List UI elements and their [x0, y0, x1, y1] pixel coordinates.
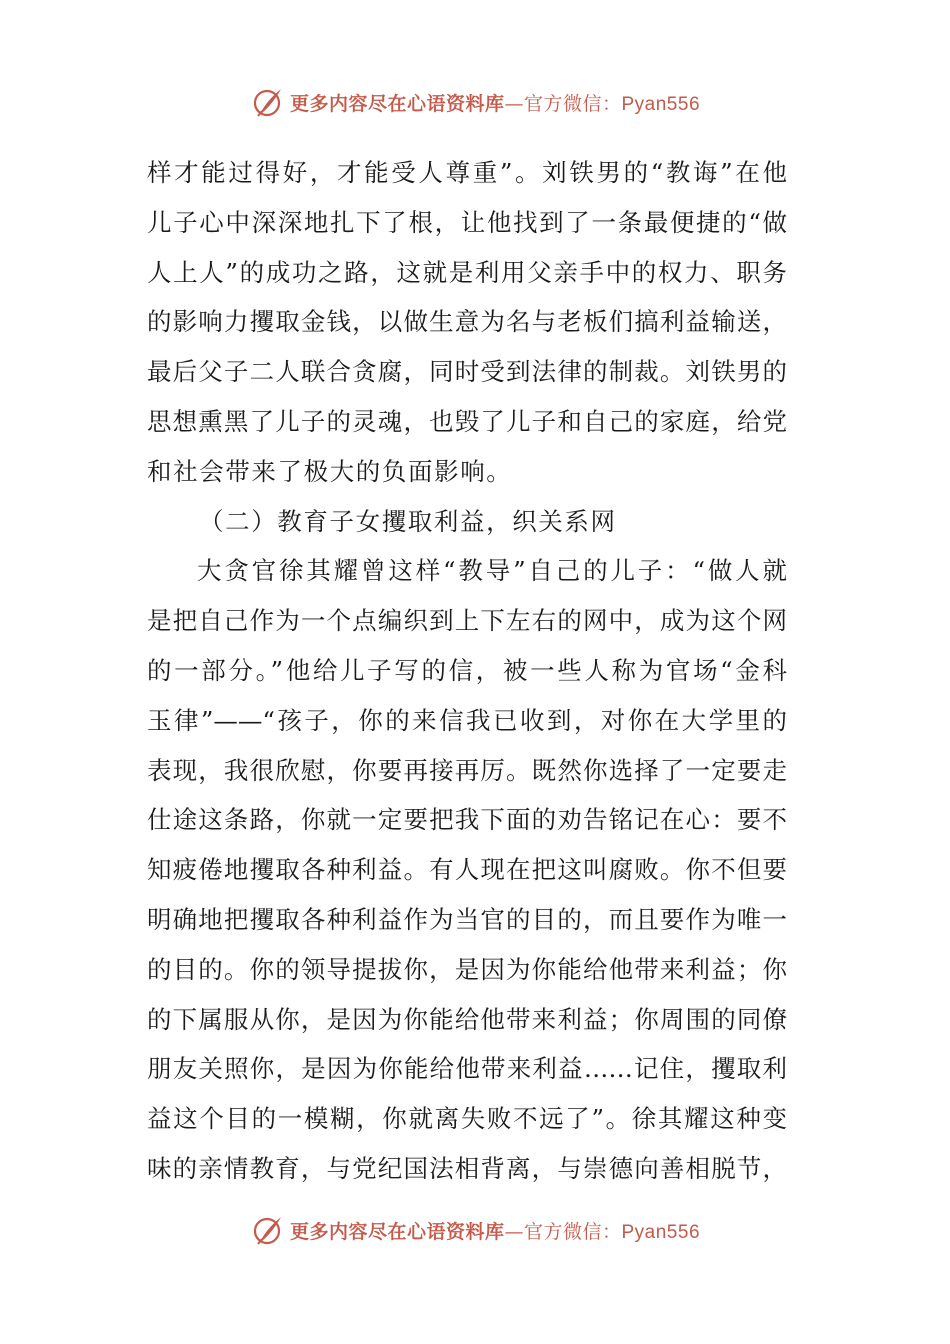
text-line: 样才能过得好，才能受人尊重”。刘铁男的“教诲”在他 — [147, 158, 787, 187]
banner-site-text: 更多内容尽在心语资料库 — [289, 1220, 505, 1243]
quill-logo-icon — [250, 84, 286, 120]
text-line: 大贪官徐其耀曾这样“教导”自己的儿子：“做人就 — [197, 556, 787, 586]
text-line: 和社会带来了极大的负面影响。 — [147, 456, 513, 486]
footer-banner — [0, 1210, 950, 1250]
section-heading: （二）教育子女攫取利益，织关系网 — [199, 506, 617, 536]
banner-text — [290, 89, 700, 116]
banner-wechat-id: Pyan556 — [621, 1221, 701, 1243]
text-line: 玉律”——“孩子，你的来信我已收到，对你在大学里的 — [147, 705, 787, 735]
body-text — [147, 148, 787, 1194]
text-line: 知疲倦地攫取各种利益。有人现在把这叫腐败。你不但要 — [147, 855, 787, 885]
header-banner — [0, 82, 950, 122]
text-line: 益这个目的一模糊，你就离失败不远了”。徐其耀这种变 — [147, 1104, 787, 1134]
text-line: 最后父子二人联合贪腐，同时受到法律的制裁。刘铁男的 — [147, 357, 787, 387]
text-line: 朋友关照你，是因为你能给他带来利益……记住，攫取利 — [147, 1054, 787, 1084]
text-line: 是把自己作为一个点编织到上下左右的网中，成为这个网 — [147, 606, 787, 636]
banner-dash: — — [504, 92, 524, 115]
quill-logo-icon — [250, 1212, 286, 1248]
text-line: 的一部分。”他给儿子写的信，被一些人称为官场“金科 — [147, 655, 787, 685]
text-line: 思想熏黑了儿子的灵魂，也毁了儿子和自己的家庭，给党 — [147, 406, 787, 436]
text-line: 的下属服从你，是因为你能给他带来利益；你周围的同僚 — [147, 1004, 787, 1034]
banner-wechat-id: Pyan556 — [621, 93, 701, 115]
text-line: 味的亲情教育，与党纪国法相背离，与崇德向善相脱节， — [147, 1153, 787, 1183]
banner-wechat-label: 官方微信： — [523, 1220, 622, 1243]
banner-wechat-label: 官方微信： — [523, 92, 622, 115]
banner-text — [290, 1217, 700, 1244]
text-line: 明确地把攫取各种利益作为当官的目的，而且要作为唯一 — [147, 904, 787, 934]
banner-site-text: 更多内容尽在心语资料库 — [289, 92, 505, 115]
text-line: 仕途这条路，你就一定要把我下面的劝告铭记在心：要不 — [147, 805, 787, 835]
text-line: 儿子心中深深地扎下了根，让他找到了一条最便捷的“做 — [147, 207, 787, 237]
text-line: 表现，我很欣慰，你要再接再厉。既然你选择了一定要走 — [147, 755, 787, 785]
text-line: 的影响力攫取金钱，以做生意为名与老板们搞利益输送， — [147, 307, 787, 337]
banner-dash: — — [504, 1220, 524, 1243]
text-line: 的目的。你的领导提拔你，是因为你能给他带来利益；你 — [147, 954, 787, 984]
text-line: 人上人”的成功之路，这就是利用父亲手中的权力、职务 — [147, 257, 787, 287]
